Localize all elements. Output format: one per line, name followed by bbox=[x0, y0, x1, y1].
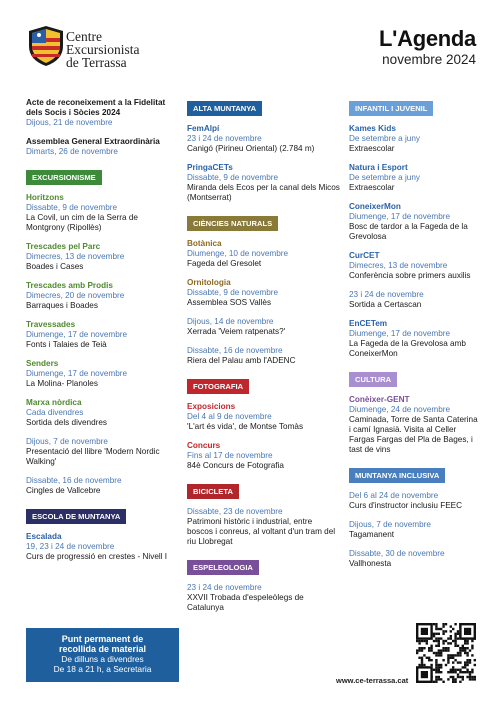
event-description: Riera del Palau amb l'ADENC bbox=[187, 356, 296, 365]
event-item bbox=[26, 532, 178, 562]
event-item bbox=[187, 507, 340, 547]
escola-list bbox=[26, 532, 178, 562]
event-date: Dijous, 21 de novembre bbox=[26, 118, 113, 127]
event-title: Acte de reconeixement a la Fidelitat dels Socis i Sòcies 2024 bbox=[26, 98, 166, 117]
event-title: Botànica bbox=[187, 239, 222, 248]
box-line4: De 18 a 21 h, a Secretaria bbox=[53, 664, 152, 674]
event-description: La Fageda de la Grevolosa amb ConeixerMon bbox=[349, 339, 466, 358]
event-item bbox=[26, 437, 178, 467]
event-item bbox=[349, 491, 479, 511]
event-item bbox=[26, 137, 178, 157]
material-collection-box bbox=[26, 628, 179, 682]
event-date: Dijous, 14 de novembre bbox=[187, 317, 274, 326]
event-description: Fonts i Talaies de Teià bbox=[26, 340, 107, 349]
event-item bbox=[26, 476, 178, 496]
event-date: Dissabte, 16 de novembre bbox=[26, 476, 122, 485]
section-badge-bicicleta: BICICLETA bbox=[187, 484, 239, 499]
event-date: 19, 23 i 24 de novembre bbox=[26, 542, 115, 551]
event-description: Sortida a Certascan bbox=[349, 300, 422, 309]
event-item bbox=[349, 202, 479, 242]
excursionisme-list bbox=[26, 193, 178, 496]
event-title: Concurs bbox=[187, 441, 221, 450]
event-item bbox=[26, 281, 178, 311]
event-title: Trescades pel Parc bbox=[26, 242, 101, 251]
alta-list bbox=[187, 124, 340, 203]
box-line2: recollida de material bbox=[58, 644, 147, 654]
event-item bbox=[26, 242, 178, 272]
event-description: Canigó (Pirineu Oriental) (2.784 m) bbox=[187, 144, 315, 153]
event-item bbox=[187, 278, 340, 308]
event-item bbox=[26, 320, 178, 350]
event-description: Presentació del llibre 'Modern Nordic Walking' bbox=[26, 447, 160, 466]
event-title: ConeixerMon bbox=[349, 202, 401, 211]
page-month: novembre 2024 bbox=[382, 52, 476, 67]
event-item bbox=[187, 346, 340, 366]
event-title: Ornitologia bbox=[187, 278, 231, 287]
event-item bbox=[349, 251, 479, 281]
ciencies-list bbox=[187, 239, 340, 366]
event-description: Caminada, Torre de Santa Caterina i camí Ignasià. Visita al Celler Fargas Fargas del Pla de Bages, i tast de vins bbox=[349, 415, 478, 454]
event-title: Trescades amb Prodis bbox=[26, 281, 113, 290]
section-badge-excursionisme: EXCURSIONISME bbox=[26, 170, 102, 185]
event-description: Extraescolar bbox=[349, 183, 395, 192]
event-item bbox=[187, 239, 340, 269]
event-date: Diumenge, 10 de novembre bbox=[187, 249, 289, 258]
event-title: CurCET bbox=[349, 251, 380, 260]
event-description: Assemblea SOS Vallès bbox=[187, 298, 272, 307]
event-date: 23 i 24 de novembre bbox=[349, 290, 424, 299]
event-description: XXVII Trobada d'espeleòlegs de Catalunya bbox=[187, 593, 304, 612]
event-date: De setembre a juny bbox=[349, 173, 420, 182]
box-line1: Punt permanent de bbox=[61, 634, 144, 644]
event-date: Dijous, 7 de novembre bbox=[349, 520, 431, 529]
event-item bbox=[187, 163, 340, 203]
event-title: Conèixer-GENT bbox=[349, 395, 410, 404]
event-item bbox=[26, 359, 178, 389]
event-description: La Covil, un cim de la Serra de Montgrony (Ripollès) bbox=[26, 213, 138, 232]
column-3 bbox=[349, 98, 479, 578]
event-description: Xerrada 'Veiem ratpenats?' bbox=[187, 327, 286, 336]
event-date: Dimarts, 26 de novembre bbox=[26, 147, 118, 156]
section-badge-fotografia: FOTOGRAFIA bbox=[187, 379, 249, 394]
event-item bbox=[349, 549, 479, 569]
event-date: Dissabte, 30 de novembre bbox=[349, 549, 445, 558]
event-item bbox=[187, 402, 340, 432]
box-line3: De dilluns a divendres bbox=[61, 654, 144, 664]
event-description: Conferència sobre primers auxilis bbox=[349, 271, 471, 280]
foto-list bbox=[187, 402, 340, 471]
event-date: Dissabte, 9 de novembre bbox=[187, 173, 279, 182]
event-description: 'L'art és vida', de Montse Tomàs bbox=[187, 422, 304, 431]
cultura-list bbox=[349, 395, 479, 455]
event-title: Senders bbox=[26, 359, 59, 368]
event-description: Patrimoni històric i industrial, entre boscos i conreus, al voltant d'un tram del riu Llobregat bbox=[187, 517, 336, 546]
event-description: Sortida dels divendres bbox=[26, 418, 108, 427]
qr-code-icon[interactable] bbox=[416, 623, 476, 683]
intro-list bbox=[26, 98, 178, 157]
event-description: Extraescolar bbox=[349, 144, 395, 153]
event-date: Diumenge, 17 de novembre bbox=[349, 329, 451, 338]
event-title: Assemblea General Extraordinària bbox=[26, 137, 160, 146]
bici-list bbox=[187, 507, 340, 547]
event-date: Dimecres, 20 de novembre bbox=[26, 291, 125, 300]
event-date: Diumenge, 17 de novembre bbox=[26, 330, 128, 339]
event-item bbox=[349, 520, 479, 540]
event-title: EnCETem bbox=[349, 319, 388, 328]
event-title: Marxa nòrdica bbox=[26, 398, 82, 407]
section-badge-cultura: CULTURA bbox=[349, 372, 397, 387]
event-date: 23 i 24 de novembre bbox=[187, 134, 262, 143]
section-badge-infantil: INFANTIL I JUVENIL bbox=[349, 101, 433, 116]
event-date: Dimecres, 13 de novembre bbox=[26, 252, 125, 261]
event-date: Dimecres, 13 de novembre bbox=[349, 261, 448, 270]
column-2 bbox=[187, 98, 340, 622]
section-badge-ciencies: CIÈNCIES NATURALS bbox=[187, 216, 278, 231]
event-description: Bosc de tardor a la Fageda de la Grevolosa bbox=[349, 222, 468, 241]
event-item bbox=[349, 290, 479, 310]
event-title: PringaCETs bbox=[187, 163, 233, 172]
event-date: Cada divendres bbox=[26, 408, 84, 417]
section-badge-escola: ESCOLA DE MUNTANYA bbox=[26, 509, 126, 524]
event-description: 84è Concurs de Fotografia bbox=[187, 461, 284, 470]
muntanya-list bbox=[349, 491, 479, 569]
event-description: Miranda dels Ecos per la canal dels Micos (Montserrat) bbox=[187, 183, 340, 202]
event-item bbox=[349, 124, 479, 154]
section-badge-muntanya-inclusiva: MUNTANYA INCLUSIVA bbox=[349, 468, 445, 483]
event-date: De setembre a juny bbox=[349, 134, 420, 143]
event-title: Natura i Esport bbox=[349, 163, 408, 172]
event-title: Kames Kids bbox=[349, 124, 396, 133]
header bbox=[0, 0, 500, 80]
event-title: FemAlpí bbox=[187, 124, 220, 133]
event-title: Travessades bbox=[26, 320, 76, 329]
section-badge-alta-muntanya: ALTA MUNTANYA bbox=[187, 101, 262, 116]
event-description: Boades i Cases bbox=[26, 262, 84, 271]
event-date: Del 6 al 24 de novembre bbox=[349, 491, 439, 500]
event-item bbox=[187, 583, 340, 613]
event-date: Diumenge, 24 de novembre bbox=[349, 405, 451, 414]
event-date: Dissabte, 23 de novembre bbox=[187, 507, 283, 516]
event-title: Horitzons bbox=[26, 193, 64, 202]
event-item bbox=[349, 395, 479, 455]
event-description: Curs de progressió en crestes - Nivell I bbox=[26, 552, 168, 561]
event-item bbox=[187, 441, 340, 471]
event-description: Cingles de Vallcebre bbox=[26, 486, 101, 495]
org-name-line1: Centre bbox=[66, 29, 102, 44]
event-description: Curs d'instructor inclusiu FEEC bbox=[349, 501, 463, 510]
shield-logo-icon bbox=[26, 24, 66, 68]
event-item bbox=[26, 398, 178, 428]
event-item bbox=[26, 193, 178, 233]
event-item bbox=[187, 317, 340, 337]
espeleo-list bbox=[187, 583, 340, 613]
event-item bbox=[349, 319, 479, 359]
event-description: Vallhonesta bbox=[349, 559, 392, 568]
event-item bbox=[349, 163, 479, 193]
event-item bbox=[187, 124, 340, 154]
event-title: Exposicions bbox=[187, 402, 236, 411]
event-date: Dissabte, 16 de novembre bbox=[187, 346, 283, 355]
org-name bbox=[66, 30, 140, 69]
event-description: Fageda del Gresolet bbox=[187, 259, 262, 268]
event-date: Dijous, 7 de novembre bbox=[26, 437, 108, 446]
event-date: Dissabte, 9 de novembre bbox=[26, 203, 118, 212]
event-date: Fins al 17 de novembre bbox=[187, 451, 273, 460]
event-description: Tagamanent bbox=[349, 530, 395, 539]
event-item bbox=[26, 98, 178, 128]
event-date: 23 i 24 de novembre bbox=[187, 583, 262, 592]
infantil-list bbox=[349, 124, 479, 359]
event-date: Del 4 al 9 de novembre bbox=[187, 412, 272, 421]
section-badge-espeleologia: ESPELEOLOGIA bbox=[187, 560, 259, 575]
column-1 bbox=[26, 98, 178, 571]
website-link[interactable]: www.ce-terrassa.cat bbox=[336, 676, 409, 685]
org-name-line3: de Terrassa bbox=[66, 55, 127, 70]
event-description: Barraques i Boades bbox=[26, 301, 98, 310]
org-name-line2: Excursionista bbox=[66, 42, 140, 57]
event-date: Diumenge, 17 de novembre bbox=[349, 212, 451, 221]
event-date: Dissabte, 9 de novembre bbox=[187, 288, 279, 297]
page-title: L'Agenda bbox=[379, 26, 476, 51]
event-description: La Molina- Planoles bbox=[26, 379, 98, 388]
event-title: Escalada bbox=[26, 532, 62, 541]
event-date: Diumenge, 17 de novembre bbox=[26, 369, 128, 378]
